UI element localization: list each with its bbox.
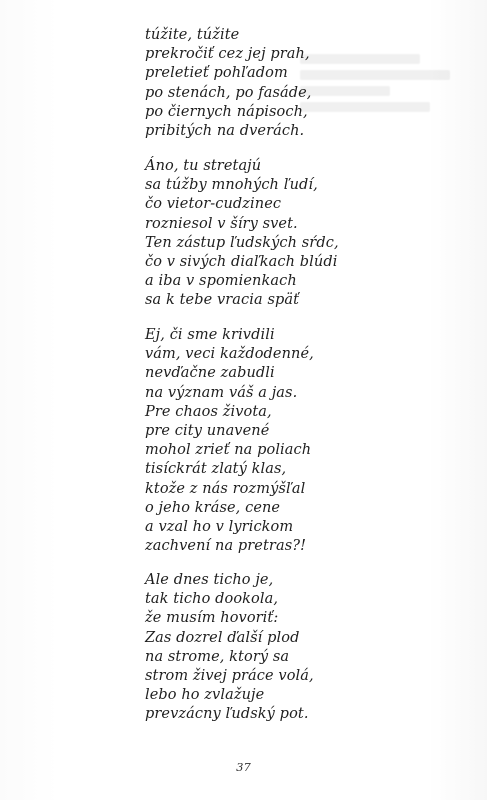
poem-line: Áno, tu stretajú (145, 158, 262, 174)
poem-line: mohol zrieť na poliach (145, 442, 312, 459)
poem-line: tisíckrát zlatý klas, (145, 461, 287, 478)
poem-line: preletieť pohľadom (145, 65, 288, 82)
poem-line: a vzal ho v lyrickom (145, 519, 294, 536)
poem-stanza-1 (145, 26, 312, 141)
poem-line: Zas dozrel ďalší plod (145, 629, 300, 646)
reverse-side-bleed-through (300, 48, 460, 168)
poem-stanza-4 (145, 571, 314, 725)
poem-line: čo vietor-cudzinec (145, 196, 282, 213)
poem-line: nevďačne zabudli (145, 365, 275, 382)
poem-line: a iba v spomienkach (145, 273, 297, 290)
poem-line: pribitých na dverách. (145, 123, 305, 140)
poem-line: prekročiť cez jej prah, (145, 46, 310, 63)
poem-line: Ale dnes ticho je, (145, 572, 274, 588)
poem-line: Ej, či sme krivdili (145, 327, 275, 343)
poem-line: po čiernych nápisoch, (145, 103, 308, 120)
poem-line: sa k tebe vracia späť (145, 292, 300, 309)
poem-line: ktože z nás rozmýšľal (145, 480, 306, 497)
poem-stanza-3 (145, 326, 314, 556)
poem-line: sa túžby mnohých ľudí, (145, 177, 318, 194)
page-number: 37 (236, 760, 251, 774)
poem-line: vám, veci každodenné, (145, 346, 314, 363)
poem-line: čo v sivých diaľkach blúdi (145, 254, 338, 271)
poem-stanza-2 (145, 157, 339, 311)
poem-line: prevzácny ľudský pot. (145, 706, 309, 723)
poem-line: Pre chaos života, (145, 403, 272, 420)
poem-line: lebo ho zvlažuje (145, 687, 265, 704)
poem-line: Ten zástup ľudských sŕdc, (145, 234, 339, 251)
poem-line: tak ticho dookola, (145, 591, 279, 608)
poem-line: na význam váš a jas. (145, 384, 298, 401)
poem-line: o jeho kráse, cene (145, 499, 281, 516)
poem-line: zachvení na pretras?! (145, 538, 307, 555)
poem-line: túžite, túžite (145, 27, 240, 43)
poem-line: že musím hovoriť: (145, 610, 279, 627)
poem-line: pre city unavené (145, 423, 270, 440)
poem-line: rozniesol v šíry svet. (145, 215, 298, 232)
poem-line: na strome, ktorý sa (145, 648, 290, 665)
poem-line: po stenách, po fasáde, (145, 84, 312, 101)
poem-line: strom živej práce volá, (145, 668, 314, 685)
